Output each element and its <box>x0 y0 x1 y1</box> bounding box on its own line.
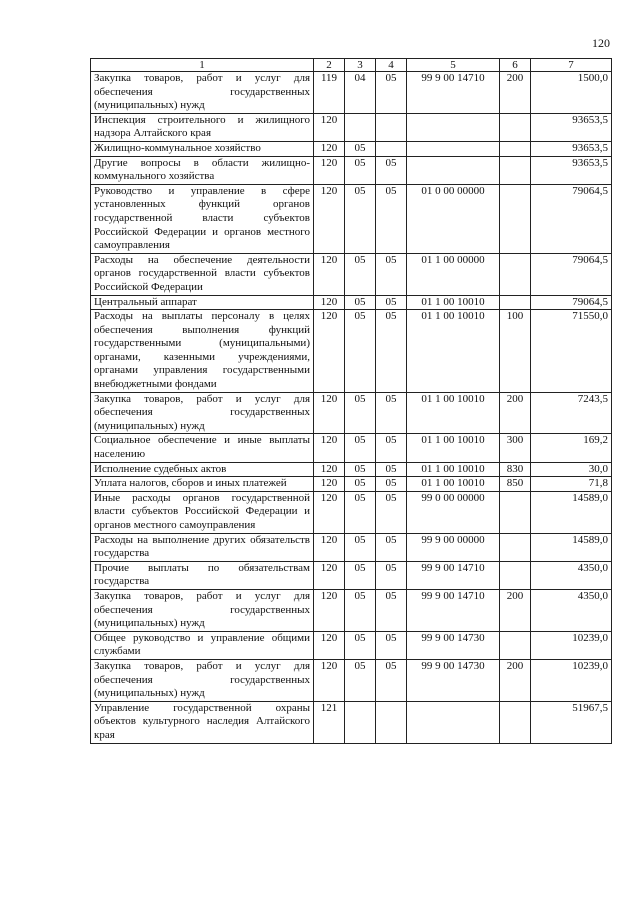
cell-expense-type: 300 <box>500 434 531 462</box>
cell-amount: 10239,0 <box>531 659 612 701</box>
cell-target: 01 1 00 10010 <box>407 434 500 462</box>
cell-expense-type <box>500 631 531 659</box>
cell-target: 99 9 00 14710 <box>407 589 500 631</box>
cell-name: Общее руководство и управление общими службами <box>91 631 314 659</box>
cell-admin: 120 <box>314 477 345 492</box>
header-col-4: 4 <box>376 59 407 72</box>
cell-amount: 93653,5 <box>531 156 612 184</box>
cell-name: Расходы на обеспечение деятельности органов государственной власти субъектов Российской Федерации <box>91 253 314 295</box>
header-col-2: 2 <box>314 59 345 72</box>
cell-section: 04 <box>345 72 376 114</box>
cell-section: 05 <box>345 141 376 156</box>
cell-admin: 120 <box>314 295 345 310</box>
cell-subsection: 05 <box>376 72 407 114</box>
cell-section: 05 <box>345 295 376 310</box>
table-row <box>91 141 612 156</box>
cell-name: Исполнение судебных актов <box>91 462 314 477</box>
cell-section: 05 <box>345 631 376 659</box>
table-row <box>91 253 612 295</box>
cell-target: 99 9 00 00000 <box>407 533 500 561</box>
cell-name: Руководство и управление в сфере установленных функций органов государственной власти субъектов Российской Федерации и органов местного самоуправления <box>91 184 314 253</box>
cell-expense-type <box>500 561 531 589</box>
cell-name: Уплата налогов, сборов и иных платежей <box>91 477 314 492</box>
cell-admin: 120 <box>314 434 345 462</box>
table-row <box>91 113 612 141</box>
header-col-6: 6 <box>500 59 531 72</box>
cell-target: 99 0 00 00000 <box>407 491 500 533</box>
cell-target: 01 1 00 10010 <box>407 310 500 393</box>
cell-subsection: 05 <box>376 659 407 701</box>
cell-name: Закупка товаров, работ и услуг для обеспечения государственных (муниципальных) нужд <box>91 72 314 114</box>
header-col-1: 1 <box>91 59 314 72</box>
cell-subsection: 05 <box>376 392 407 434</box>
cell-amount: 1500,0 <box>531 72 612 114</box>
header-col-3: 3 <box>345 59 376 72</box>
table-body <box>91 72 612 744</box>
cell-name: Социальное обеспечение и иные выплаты населению <box>91 434 314 462</box>
cell-admin: 120 <box>314 392 345 434</box>
cell-amount: 4350,0 <box>531 561 612 589</box>
cell-target: 01 1 00 00000 <box>407 253 500 295</box>
cell-subsection: 05 <box>376 477 407 492</box>
table-row <box>91 659 612 701</box>
cell-name: Центральный аппарат <box>91 295 314 310</box>
cell-target: 99 9 00 14710 <box>407 561 500 589</box>
cell-expense-type: 100 <box>500 310 531 393</box>
table-row <box>91 477 612 492</box>
cell-admin: 120 <box>314 113 345 141</box>
table-row <box>91 701 612 743</box>
header-col-7: 7 <box>531 59 612 72</box>
cell-section: 05 <box>345 156 376 184</box>
cell-amount: 51967,5 <box>531 701 612 743</box>
cell-name: Жилищно-коммунальное хозяйство <box>91 141 314 156</box>
cell-expense-type <box>500 184 531 253</box>
cell-subsection: 05 <box>376 184 407 253</box>
cell-section: 05 <box>345 392 376 434</box>
cell-expense-type <box>500 533 531 561</box>
cell-amount: 93653,5 <box>531 113 612 141</box>
cell-name: Расходы на выплаты персоналу в целях обеспечения выполнения функций государственными (муниципальными) органами, казенными учреждениями, органами управления государственными внебюджетными фондами <box>91 310 314 393</box>
cell-subsection <box>376 701 407 743</box>
table-row <box>91 184 612 253</box>
cell-expense-type <box>500 491 531 533</box>
cell-subsection: 05 <box>376 253 407 295</box>
cell-section: 05 <box>345 477 376 492</box>
cell-expense-type: 850 <box>500 477 531 492</box>
cell-target: 01 0 00 00000 <box>407 184 500 253</box>
cell-name: Управление государственной охраны объектов культурного наследия Алтайского края <box>91 701 314 743</box>
cell-admin: 120 <box>314 659 345 701</box>
cell-target: 01 1 00 10010 <box>407 462 500 477</box>
cell-target <box>407 141 500 156</box>
table-row <box>91 631 612 659</box>
cell-subsection: 05 <box>376 561 407 589</box>
cell-expense-type <box>500 295 531 310</box>
cell-subsection: 05 <box>376 295 407 310</box>
table-row <box>91 434 612 462</box>
cell-subsection: 05 <box>376 462 407 477</box>
cell-admin: 120 <box>314 462 345 477</box>
cell-target: 01 1 00 10010 <box>407 477 500 492</box>
cell-admin: 121 <box>314 701 345 743</box>
cell-subsection <box>376 113 407 141</box>
table-row <box>91 491 612 533</box>
table-row <box>91 72 612 114</box>
cell-admin: 120 <box>314 310 345 393</box>
cell-expense-type <box>500 701 531 743</box>
table-row <box>91 310 612 393</box>
cell-amount: 71,8 <box>531 477 612 492</box>
cell-admin: 120 <box>314 253 345 295</box>
cell-section: 05 <box>345 659 376 701</box>
cell-name: Иные расходы органов государственной власти субъектов Российской Федерации и органов местного самоуправления <box>91 491 314 533</box>
cell-subsection: 05 <box>376 434 407 462</box>
table-row <box>91 533 612 561</box>
cell-name: Закупка товаров, работ и услуг для обеспечения государственных (муниципальных) нужд <box>91 659 314 701</box>
cell-section <box>345 113 376 141</box>
cell-section: 05 <box>345 561 376 589</box>
page-number: 120 <box>592 36 610 50</box>
cell-admin: 120 <box>314 561 345 589</box>
cell-subsection: 05 <box>376 533 407 561</box>
cell-subsection: 05 <box>376 491 407 533</box>
cell-expense-type: 200 <box>500 72 531 114</box>
cell-expense-type: 200 <box>500 589 531 631</box>
cell-target: 01 1 00 10010 <box>407 392 500 434</box>
cell-section: 05 <box>345 462 376 477</box>
cell-expense-type: 830 <box>500 462 531 477</box>
cell-section: 05 <box>345 491 376 533</box>
cell-amount: 10239,0 <box>531 631 612 659</box>
cell-admin: 119 <box>314 72 345 114</box>
table-row <box>91 392 612 434</box>
cell-section: 05 <box>345 533 376 561</box>
header-row <box>91 59 612 72</box>
cell-subsection: 05 <box>376 310 407 393</box>
cell-subsection: 05 <box>376 631 407 659</box>
table-row <box>91 295 612 310</box>
cell-amount: 93653,5 <box>531 141 612 156</box>
cell-section: 05 <box>345 310 376 393</box>
cell-name: Закупка товаров, работ и услуг для обеспечения государственных (муниципальных) нужд <box>91 392 314 434</box>
cell-target: 99 9 00 14710 <box>407 72 500 114</box>
cell-name: Инспекция строительного и жилищного надзора Алтайского края <box>91 113 314 141</box>
cell-subsection <box>376 141 407 156</box>
cell-amount: 14589,0 <box>531 491 612 533</box>
cell-amount: 4350,0 <box>531 589 612 631</box>
cell-name: Расходы на выполнение других обязательств государства <box>91 533 314 561</box>
cell-name: Другие вопросы в области жилищно-коммунального хозяйства <box>91 156 314 184</box>
cell-amount: 79064,5 <box>531 184 612 253</box>
cell-name: Прочие выплаты по обязательствам государства <box>91 561 314 589</box>
cell-expense-type <box>500 253 531 295</box>
cell-amount: 71550,0 <box>531 310 612 393</box>
cell-target: 99 9 00 14730 <box>407 631 500 659</box>
cell-amount: 79064,5 <box>531 253 612 295</box>
table-row <box>91 589 612 631</box>
cell-expense-type: 200 <box>500 392 531 434</box>
table-row <box>91 561 612 589</box>
table-row <box>91 462 612 477</box>
cell-amount: 169,2 <box>531 434 612 462</box>
cell-amount: 7243,5 <box>531 392 612 434</box>
cell-subsection: 05 <box>376 589 407 631</box>
cell-target: 99 9 00 14730 <box>407 659 500 701</box>
cell-expense-type <box>500 141 531 156</box>
cell-amount: 30,0 <box>531 462 612 477</box>
table-row <box>91 156 612 184</box>
budget-table <box>90 58 612 744</box>
cell-expense-type <box>500 156 531 184</box>
cell-target <box>407 113 500 141</box>
cell-section <box>345 701 376 743</box>
cell-expense-type: 200 <box>500 659 531 701</box>
cell-section: 05 <box>345 589 376 631</box>
cell-admin: 120 <box>314 491 345 533</box>
cell-amount: 14589,0 <box>531 533 612 561</box>
cell-target <box>407 156 500 184</box>
cell-section: 05 <box>345 434 376 462</box>
cell-name: Закупка товаров, работ и услуг для обеспечения государственных (муниципальных) нужд <box>91 589 314 631</box>
cell-amount: 79064,5 <box>531 295 612 310</box>
cell-admin: 120 <box>314 141 345 156</box>
cell-target <box>407 701 500 743</box>
cell-subsection: 05 <box>376 156 407 184</box>
cell-admin: 120 <box>314 533 345 561</box>
cell-expense-type <box>500 113 531 141</box>
cell-admin: 120 <box>314 589 345 631</box>
cell-admin: 120 <box>314 631 345 659</box>
cell-section: 05 <box>345 184 376 253</box>
cell-section: 05 <box>345 253 376 295</box>
header-col-5: 5 <box>407 59 500 72</box>
cell-admin: 120 <box>314 184 345 253</box>
cell-admin: 120 <box>314 156 345 184</box>
cell-target: 01 1 00 10010 <box>407 295 500 310</box>
